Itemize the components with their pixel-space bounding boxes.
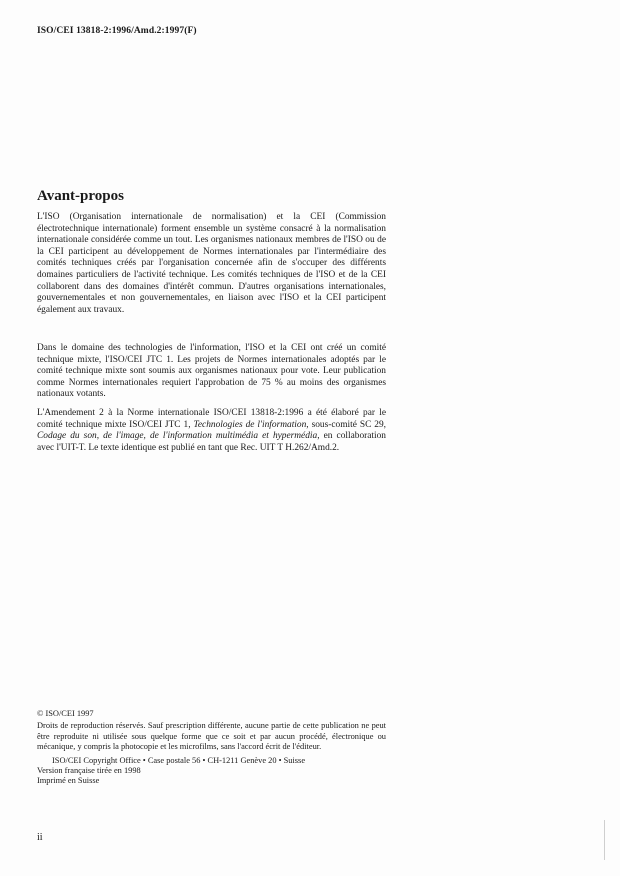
printed-line: Imprimé en Suisse bbox=[37, 776, 100, 786]
committee-title: Technologies de l'information bbox=[193, 419, 307, 430]
scan-edge-line bbox=[604, 820, 605, 860]
subcommittee-title: Codage du son, de l'image, de l'information multimédia et hypermédia bbox=[37, 431, 318, 442]
paragraph-text: Dans le domaine des technologies de l'information, l'ISO et la CEI ont créé un comité technique mixte, l'ISO/CEI JTC 1. Les projets de Normes internationales adoptés par le comité technique mixte sont soumis aux organismes nationaux pour vote. Leur publication comme Normes internationales requiert l'approbation de 75 % au moins des organismes nationaux votants. bbox=[37, 343, 386, 400]
copyright-footer bbox=[37, 709, 386, 787]
paragraph-text: L'ISO (Organisation internationale de normalisation) et la CEI (Commission électrotechnique internationale) forment ensemble un système consacré à la normalisation internationale considérée comme un tout. Les organismes nationaux membres de l'ISO ou de la CEI participent au développement de Normes internationales par l'intermédiaire des comités techniques créés par l'organisation concernée afin de s'occuper des différents domaines particuliers de l'activité technique. Les comités techniques de l'ISO et de la CEI collaborent dans des domaines d'intérêt commun. D'autres organisations internationales, gouvernementales et non gouvernementales, en liaison avec l'ISO et la CEI participent également aux travaux. bbox=[37, 212, 386, 315]
page-number: ii bbox=[37, 832, 43, 843]
text-run: , en collaboration avec l'UIT-T. Le texte identique est publié en tant que Rec. UIT T H.262/Amd.2. bbox=[37, 431, 386, 453]
rights-notice: Droits de reproduction réservés. Sauf prescription différente, aucune partie de cette publication ne peut être reproduite ni utilisée sous quelque forme que ce soit et par aucun procédé, électronique ou mécanique, y compris la photocopie et les microfilms, sans l'accord écrit de l'éditeur. bbox=[37, 721, 386, 752]
foreword-paragraph-2 bbox=[37, 343, 386, 408]
foreword-paragraph-1 bbox=[37, 212, 386, 323]
copyright-office-address: ISO/CEI Copyright Office • Case postale 56 • CH-1211 Genève 20 • Suisse bbox=[52, 755, 306, 765]
section-title: Avant-propos bbox=[37, 188, 124, 204]
paragraph-text bbox=[37, 408, 386, 454]
copyright-line: © ISO/CEI 1997 bbox=[37, 709, 94, 718]
text-run: , sous-comité SC 29, bbox=[306, 419, 386, 430]
document-reference-header: ISO/CEI 13818-2:1996/Amd.2:1997(F) bbox=[37, 26, 197, 36]
version-line: Version française tirée en 1998 bbox=[37, 766, 141, 776]
foreword-paragraph-3 bbox=[37, 408, 386, 461]
text-run: L'Amendement 2 à la Norme internationale ISO/CEI 13818-2:1996 a été élaboré par le comité technique mixte ISO/CEI JTC 1, bbox=[37, 408, 386, 430]
